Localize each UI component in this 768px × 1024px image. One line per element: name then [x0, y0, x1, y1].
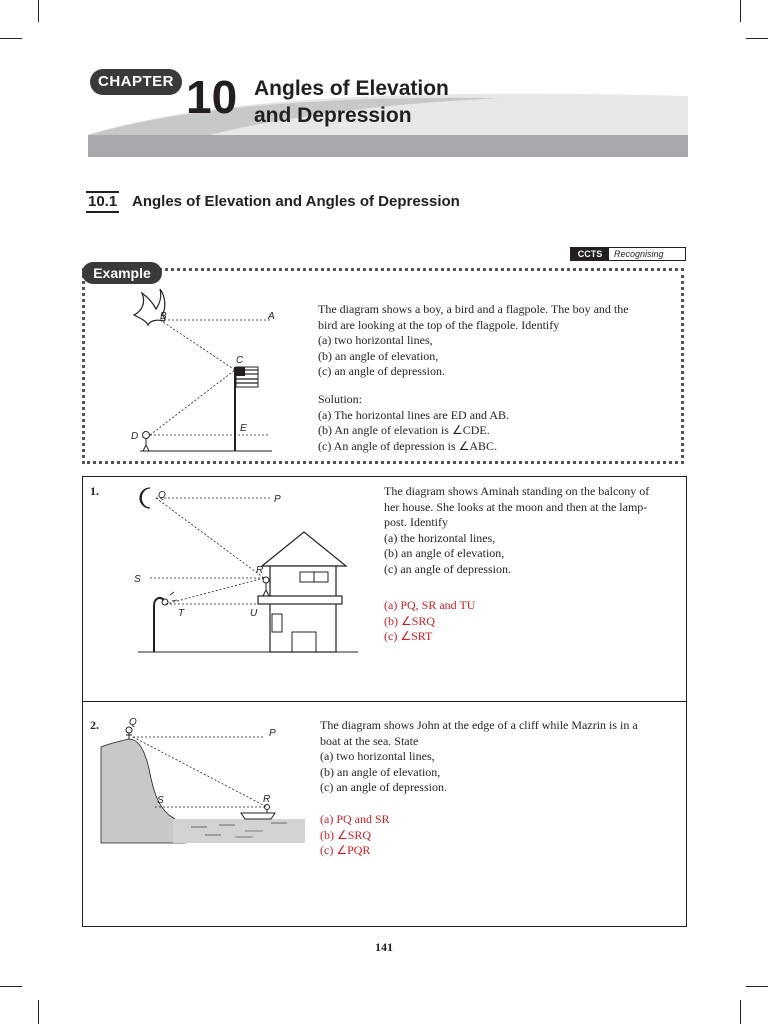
answer-line: (a) PQ and SR — [320, 812, 390, 826]
chapter-title-line: and Depression — [254, 104, 412, 127]
ccts-skill: Recognising — [614, 249, 664, 259]
question-line: (c) an angle of depression. — [384, 561, 511, 576]
crop-mark — [38, 1000, 39, 1024]
question-line: her house. She looks at the moon and then at the lamp- — [384, 499, 648, 514]
chapter-number: 10 — [186, 71, 238, 123]
q1-answers — [384, 598, 475, 645]
label-p: P — [274, 494, 281, 505]
example-badge: Example — [82, 262, 162, 284]
lamp-post-icon — [154, 592, 177, 652]
label-p: P — [269, 728, 276, 739]
person-icon — [263, 577, 269, 596]
house-icon — [258, 532, 346, 652]
example-question-line: (b) an angle of elevation, — [318, 348, 439, 363]
example-question-line: The diagram shows a boy, a bird and a flagpole. The boy and the — [318, 302, 629, 316]
example-question-line: (c) an angle of depression. — [318, 364, 445, 378]
moon-icon — [140, 488, 150, 508]
section-title: Angles of Elevation and Angles of Depression — [132, 193, 460, 210]
label-s: S — [134, 574, 141, 585]
label-r: R — [263, 794, 271, 805]
question-line: (a) the horizontal lines, — [384, 530, 496, 545]
section-number: 10.1 — [86, 191, 119, 213]
label-a: A — [268, 311, 275, 322]
answer-line: (c) ∠PQR — [320, 843, 371, 857]
crop-mark — [746, 38, 768, 39]
solution-line: (b) An angle of elevation is ∠CDE. — [318, 423, 490, 437]
label-r: R — [256, 565, 264, 576]
solution-line: (a) The horizontal lines are ED and AB. — [318, 407, 510, 422]
answer-line: (b) ∠SRQ — [384, 613, 436, 628]
label-q: Q — [158, 490, 166, 501]
question-line: (a) two horizontal lines, — [320, 749, 435, 763]
label-s: S — [157, 795, 164, 806]
crop-mark — [740, 1000, 741, 1024]
example-question-line: bird are looking at the top of the flagpole. Identify — [318, 317, 560, 332]
q1-diagram — [120, 482, 370, 658]
sea — [173, 819, 305, 843]
boat-icon — [241, 805, 275, 820]
header-band — [88, 135, 688, 157]
label-q: Q — [129, 717, 137, 728]
question-line: The diagram shows Aminah standing on the balcony of — [384, 484, 650, 498]
chapter-title-line: Angles of Elevation — [254, 77, 449, 100]
label-d: D — [131, 431, 139, 442]
line-dc — [150, 370, 235, 435]
cliff — [101, 739, 185, 843]
q1-question — [384, 484, 649, 577]
ccts-label — [570, 247, 686, 261]
question-line: (b) an angle of elevation, — [384, 546, 505, 560]
question-line: (c) an angle of depression. — [320, 780, 447, 794]
example-question-line: (a) two horizontal lines, — [318, 333, 433, 347]
crop-mark — [0, 38, 22, 39]
label-b: B — [160, 311, 167, 322]
answer-line: (c) ∠SRT — [384, 629, 433, 643]
label-c: C — [236, 355, 244, 366]
solution-line: (c) An angle of depression is ∠ABC. — [318, 438, 498, 453]
label-u: U — [250, 608, 258, 619]
q2-diagram — [95, 715, 310, 850]
answer-line: (a) PQ, SR and TU — [384, 598, 476, 612]
ccts-tag: CCTS — [571, 248, 609, 260]
crop-mark — [38, 0, 39, 22]
line-bc — [160, 320, 235, 370]
chapter-badge: CHAPTER — [90, 69, 182, 95]
question-line: (b) an angle of elevation, — [320, 764, 441, 779]
person-icon — [126, 727, 132, 739]
answer-line: (b) ∠SRQ — [320, 827, 372, 842]
label-e: E — [240, 423, 247, 434]
q2-question — [320, 718, 638, 796]
question-number: 1. — [90, 484, 99, 498]
crop-mark — [740, 0, 741, 22]
q2-answers — [320, 812, 390, 859]
crop-mark — [0, 986, 22, 987]
question-number: 2. — [90, 718, 99, 732]
crop-mark — [746, 986, 768, 987]
page-number: 141 — [375, 940, 393, 954]
line-qr — [156, 498, 264, 578]
example-solution — [318, 392, 509, 454]
question-line: boat at the sea. State — [320, 733, 419, 748]
solution-label: Solution: — [318, 392, 363, 406]
chapter-title — [254, 75, 449, 129]
boy-icon — [143, 432, 150, 452]
question-line: The diagram shows John at the edge of a cliff while Mazrin is in a — [320, 718, 638, 732]
label-t: T — [178, 608, 185, 619]
example-question — [318, 302, 629, 380]
flag-icon — [236, 367, 258, 387]
question-line: post. Identify — [384, 515, 448, 529]
example-diagram — [120, 285, 290, 460]
line-rt — [166, 578, 264, 604]
